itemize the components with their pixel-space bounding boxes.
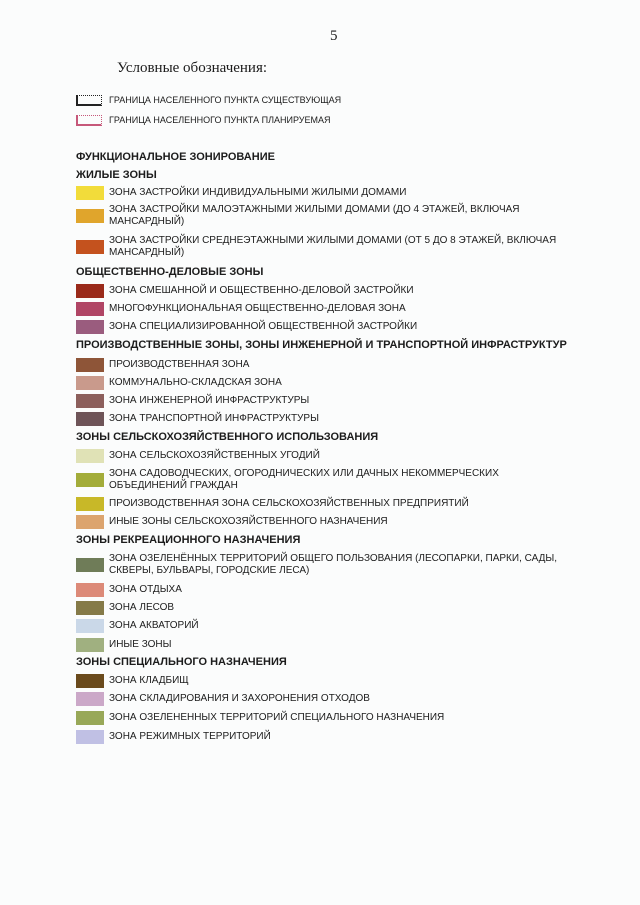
group-heading: ЗОНЫ РЕКРЕАЦИОННОГО НАЗНАЧЕНИЯ — [76, 534, 301, 546]
legend-title: Условные обозначения: — [117, 60, 268, 76]
color-swatch-icon — [76, 240, 104, 254]
legend-item-label: ЗОНА ОЗЕЛЕНЁННЫХ ТЕРРИТОРИЙ ОБЩЕГО ПОЛЬЗОВАНИЯ (ЛЕСОПАРКИ, ПАРКИ, САДЫ, СКВЕРЫ, БУЛЬВАРЫ, ГОРОДСКИЕ ЛЕСА) — [109, 553, 558, 576]
legend-item-label: ЗОНА РЕЖИМНЫХ ТЕРРИТОРИЙ — [109, 731, 271, 742]
legend-item-label: КОММУНАЛЬНО-СКЛАДСКАЯ ЗОНА — [109, 377, 282, 388]
color-swatch-icon — [76, 730, 104, 744]
legend-item — [76, 638, 579, 652]
legend-item — [76, 394, 579, 408]
color-swatch-icon — [76, 209, 104, 223]
legend-item — [76, 583, 579, 597]
color-swatch-icon — [76, 619, 104, 633]
group-heading: ПРОИЗВОДСТВЕННЫЕ ЗОНЫ, ЗОНЫ ИНЖЕНЕРНОЙ И ТРАНСПОРТНОЙ ИНФРАСТРУКТУР — [76, 339, 567, 351]
border-planned-icon — [76, 115, 102, 126]
color-swatch-icon — [76, 558, 104, 572]
legend-item — [76, 553, 579, 577]
border-existing-icon — [76, 95, 102, 106]
main-heading: ФУНКЦИОНАЛЬНОЕ ЗОНИРОВАНИЕ — [76, 151, 275, 163]
group-heading: ЗОНЫ СПЕЦИАЛЬНОГО НАЗНАЧЕНИЯ — [76, 656, 287, 668]
color-swatch-icon — [76, 583, 104, 597]
legend-item-label: ПРОИЗВОДСТВЕННАЯ ЗОНА — [109, 359, 250, 370]
legend-item-label: ЗОНА СПЕЦИАЛИЗИРОВАННОЙ ОБЩЕСТВЕННОЙ ЗАСТРОЙКИ — [109, 321, 418, 332]
group-heading: ЖИЛЫЕ ЗОНЫ — [76, 169, 157, 181]
group-heading: ЗОНЫ СЕЛЬСКОХОЗЯЙСТВЕННОГО ИСПОЛЬЗОВАНИЯ — [76, 431, 379, 443]
legend-item — [76, 601, 579, 615]
legend-item — [76, 302, 579, 316]
legend-item — [76, 284, 579, 298]
legend-item-label: МНОГОФУНКЦИОНАЛЬНАЯ ОБЩЕСТВЕННО-ДЕЛОВАЯ ЗОНА — [109, 303, 406, 314]
legend-item-label: ИНЫЕ ЗОНЫ СЕЛЬСКОХОЗЯЙСТВЕННОГО НАЗНАЧЕНИЯ — [109, 516, 388, 527]
color-swatch-icon — [76, 320, 104, 334]
legend-item-label: ЗОНА ИНЖЕНЕРНОЙ ИНФРАСТРУКТУРЫ — [109, 395, 310, 406]
legend-item — [76, 515, 579, 529]
legend-item — [76, 358, 579, 372]
page-number: 5 — [330, 28, 338, 44]
color-swatch-icon — [76, 358, 104, 372]
legend-item — [76, 204, 579, 228]
legend-item — [76, 497, 579, 511]
legend-item — [76, 412, 579, 426]
legend-item-label: ИНЫЕ ЗОНЫ — [109, 639, 172, 650]
legend-item — [76, 692, 579, 706]
legend-border-planned — [76, 114, 579, 126]
legend-item-label: ЗОНА ЛЕСОВ — [109, 602, 175, 613]
color-swatch-icon — [76, 394, 104, 408]
legend-item-label: ЗОНА ЗАСТРОЙКИ МАЛОЭТАЖНЫМИ ЖИЛЫМИ ДОМАМИ (ДО 4 ЭТАЖЕЙ, ВКЛЮЧАЯ МАНСАРДНЫЙ) — [109, 204, 520, 227]
legend-item — [76, 468, 579, 492]
legend-item-label: ЗОНА ЗАСТРОЙКИ ИНДИВИДУАЛЬНЫМИ ЖИЛЫМИ ДОМАМИ — [109, 187, 407, 198]
legend-item-label: ЗОНА САДОВОДЧЕСКИХ, ОГОРОДНИЧЕСКИХ ИЛИ ДАЧНЫХ НЕКОММЕРЧЕСКИХ ОБЪЕДИНЕНИЙ ГРАЖДАН — [109, 468, 499, 491]
legend-item — [76, 711, 579, 725]
color-swatch-icon — [76, 473, 104, 487]
legend-item-label: ЗОНА АКВАТОРИЙ — [109, 620, 199, 631]
border-planned-label: ГРАНИЦА НАСЕЛЕННОГО ПУНКТА ПЛАНИРУЕМАЯ — [109, 115, 331, 125]
legend-item — [76, 619, 579, 633]
color-swatch-icon — [76, 515, 104, 529]
color-swatch-icon — [76, 692, 104, 706]
legend-item — [76, 320, 579, 334]
border-existing-label: ГРАНИЦА НАСЕЛЕННОГО ПУНКТА СУЩЕСТВУЮЩАЯ — [109, 95, 342, 105]
legend-item — [76, 730, 579, 744]
color-swatch-icon — [76, 302, 104, 316]
color-swatch-icon — [76, 412, 104, 426]
legend-item-label: ЗОНА СКЛАДИРОВАНИЯ И ЗАХОРОНЕНИЯ ОТХОДОВ — [109, 693, 370, 704]
legend-item — [76, 449, 579, 463]
legend-item-label: ПРОИЗВОДСТВЕННАЯ ЗОНА СЕЛЬСКОХОЗЯЙСТВЕННЫХ ПРЕДПРИЯТИЙ — [109, 498, 469, 509]
legend-item — [76, 235, 579, 259]
legend-item-label: ЗОНА ОТДЫХА — [109, 584, 182, 595]
color-swatch-icon — [76, 601, 104, 615]
color-swatch-icon — [76, 674, 104, 688]
color-swatch-icon — [76, 284, 104, 298]
color-swatch-icon — [76, 376, 104, 390]
legend-item-label: ЗОНА СЕЛЬСКОХОЗЯЙСТВЕННЫХ УГОДИЙ — [109, 450, 320, 461]
legend-item — [76, 186, 579, 200]
color-swatch-icon — [76, 711, 104, 725]
color-swatch-icon — [76, 497, 104, 511]
legend-item-label: ЗОНА КЛАДБИЩ — [109, 675, 189, 686]
group-heading: ОБЩЕСТВЕННО-ДЕЛОВЫЕ ЗОНЫ — [76, 266, 264, 278]
legend-border-existing — [76, 94, 579, 106]
color-swatch-icon — [76, 186, 104, 200]
color-swatch-icon — [76, 449, 104, 463]
legend-item — [76, 376, 579, 390]
legend-item-label: ЗОНА СМЕШАННОЙ И ОБЩЕСТВЕННО-ДЕЛОВОЙ ЗАСТРОЙКИ — [109, 285, 414, 296]
legend-item — [76, 674, 579, 688]
legend-item-label: ЗОНА ОЗЕЛЕНЕННЫХ ТЕРРИТОРИЙ СПЕЦИАЛЬНОГО НАЗНАЧЕНИЯ — [109, 712, 445, 723]
legend-item-label: ЗОНА ЗАСТРОЙКИ СРЕДНЕЭТАЖНЫМИ ЖИЛЫМИ ДОМАМИ (ОТ 5 ДО 8 ЭТАЖЕЙ, ВКЛЮЧАЯ МАНСАРДНЫЙ) — [109, 235, 557, 258]
color-swatch-icon — [76, 638, 104, 652]
legend-item-label: ЗОНА ТРАНСПОРТНОЙ ИНФРАСТРУКТУРЫ — [109, 413, 319, 424]
